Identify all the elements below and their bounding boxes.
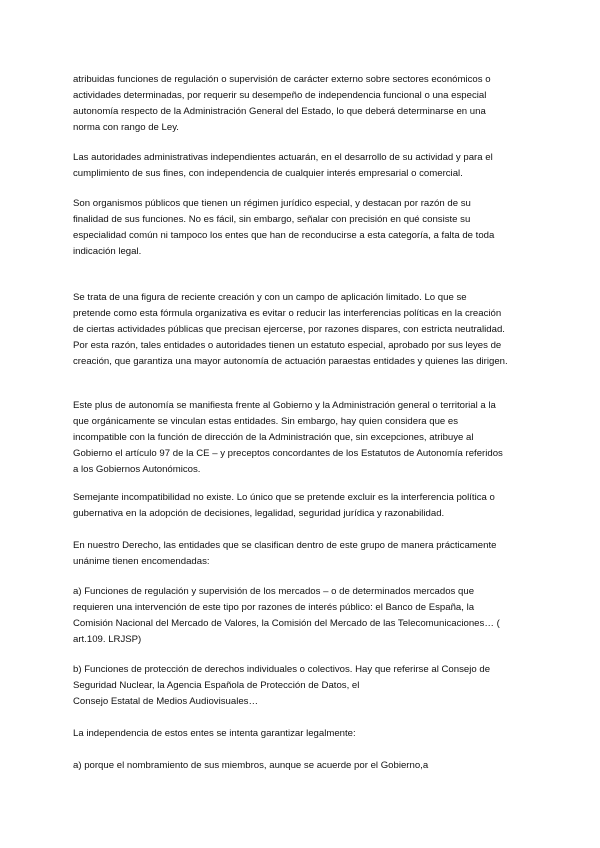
- text-line: requieren una intervención de este tipo por razones de interés público: el Banco de España, la: [73, 602, 475, 613]
- paragraph-recent-figure: [73, 290, 533, 370]
- paragraph-autonomy: [73, 398, 533, 478]
- text-line: creación, que garantiza una mayor autonomía de actuación paraestas entidades y quienes las dirigen.: [73, 356, 508, 367]
- paragraph-intro: [73, 72, 533, 136]
- text-line: a los Gobiernos Autonómicos.: [73, 464, 201, 475]
- text-line: especialidad común ni tampoco los entes que han de reconducirse a esta categoría, a falta de toda: [73, 230, 495, 241]
- text-line: atribuidas funciones de regulación o supervisión de carácter externo sobre sectores económicos o: [73, 74, 491, 85]
- text-line: Son organismos públicos que tienen un régimen jurídico especial, y destacan por razón de su: [73, 198, 471, 209]
- text-line: finalidad de sus funciones. No es fácil, sin embargo, señalar con precisión en qué consiste su: [73, 214, 471, 225]
- text-line: unánime tienen encomendadas:: [73, 556, 210, 567]
- text-line: incompatible con la función de dirección de la Administración que, sin excepciones, atribuye al: [73, 432, 474, 443]
- paragraph-our-law: [73, 538, 533, 570]
- text-line: b) Funciones de protección de derechos individuales o colectivos. Hay que referirse al Consejo de: [73, 664, 491, 675]
- paragraph-independence: [73, 150, 533, 182]
- text-line: gubernativa en la adopción de decisiones, legalidad, seguridad jurídica y razonabilidad.: [73, 508, 445, 519]
- text-line: Semejante incompatibilidad no existe. Lo único que se pretende excluir es la interferencia política o: [73, 492, 495, 503]
- paragraph-public-bodies: [73, 196, 533, 260]
- text-line: a) porque el nombramiento de sus miembros, aunque se acuerde por el Gobierno,a: [73, 760, 429, 771]
- text-line: Este plus de autonomía se manifiesta frente al Gobierno y la Administración general o territorial a la: [73, 400, 496, 411]
- text-line: actividades determinadas, por requerir su desempeño de independencia funcional o una especial: [73, 90, 487, 101]
- text-line: de ciertas actividades públicas que precisan ejercerse, por razones dispares, con estricta neutralidad.: [73, 324, 505, 335]
- text-line: Por esta razón, tales entidades o autoridades tienen un estatuto especial, aprobado por sus leyes de: [73, 340, 502, 351]
- text-line: Gobierno el artículo 97 de la CE – y preceptos concordantes de los Estatutos de Autonomía referidos: [73, 448, 503, 459]
- text-line: indicación legal.: [73, 246, 142, 257]
- text-line: cumplimiento de sus fines, con independencia de cualquier interés empresarial o comercial.: [73, 168, 463, 179]
- text-line: Se trata de una figura de reciente creación y con un campo de aplicación limitado. Lo que se: [73, 292, 467, 303]
- text-line: que orgánicamente se vinculan estas entidades. Sin embargo, hay quien considera que es: [73, 416, 459, 427]
- paragraph-incompatibility: [73, 490, 533, 522]
- text-line: art.109. LRJSP): [73, 634, 142, 645]
- text-line: a) Funciones de regulación y supervisión de los mercados – o de determinados mercados que: [73, 586, 475, 597]
- text-line: Las autoridades administrativas independientes actuarán, en el desarrollo de su actividad y para el: [73, 152, 493, 163]
- text-line: autonomía respecto de la Administración General del Estado, lo que deberá determinarse en una: [73, 106, 486, 117]
- paragraph-guarantee: [73, 726, 533, 742]
- paragraph-item-b: [73, 662, 533, 710]
- text-line: Consejo Estatal de Medios Audiovisuales…: [73, 696, 259, 707]
- text-line: La independencia de estos entes se intenta garantizar legalmente:: [73, 728, 356, 739]
- text-line: norma con rango de Ley.: [73, 122, 179, 133]
- paragraph-item-a: [73, 584, 533, 648]
- text-line: pretende como esta fórmula organizativa es evitar o reducir las interferencias políticas en la creación: [73, 308, 502, 319]
- text-line: En nuestro Derecho, las entidades que se clasifican dentro de este grupo de manera prácticamente: [73, 540, 497, 551]
- text-line: Seguridad Nuclear, la Agencia Española de Protección de Datos, el: [73, 680, 360, 691]
- text-line: Comisión Nacional del Mercado de Valores, la Comisión del Mercado de las Telecomunicaciones… (: [73, 618, 500, 629]
- paragraph-appointment: [73, 758, 533, 774]
